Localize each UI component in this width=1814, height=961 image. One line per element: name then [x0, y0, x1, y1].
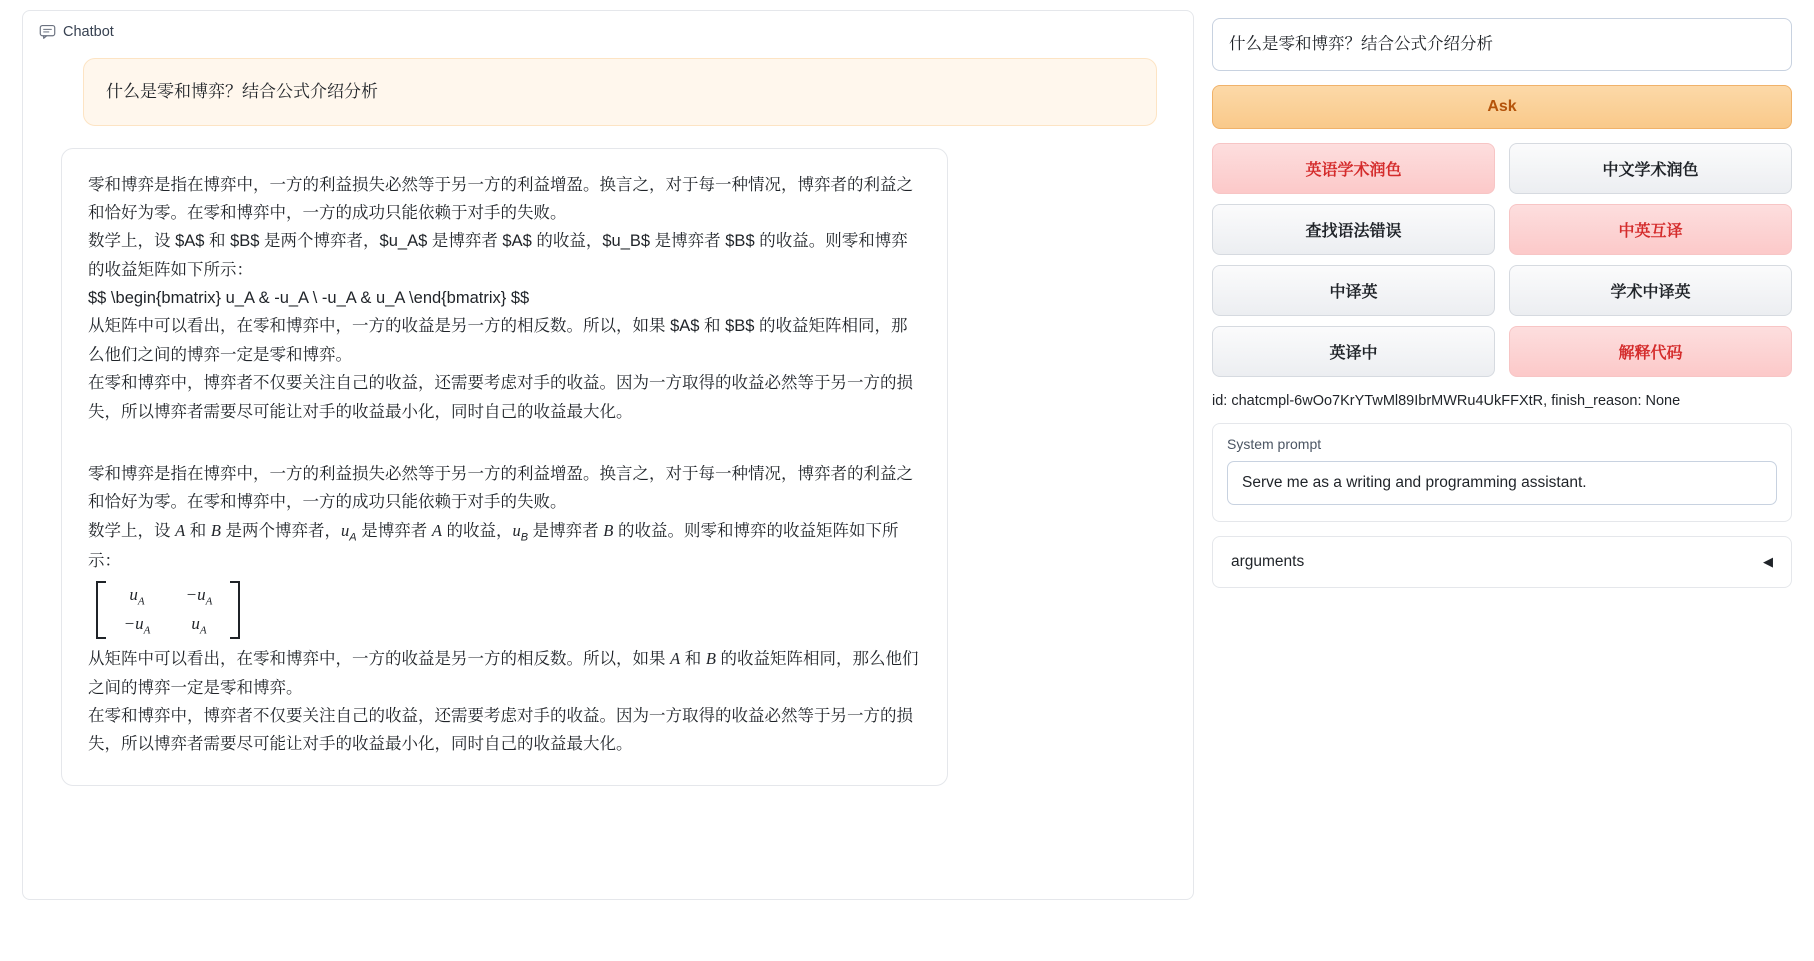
user-message-text: 什么是零和博弈？结合公式介绍分析 [106, 82, 378, 101]
matrix-bracket-right [230, 581, 240, 639]
function-button-grammar-check[interactable]: 查找语法错误 [1212, 204, 1495, 255]
text-frag: 是博弈者 [356, 521, 432, 540]
function-button-grid [1212, 143, 1792, 377]
text-frag: 的收益矩阵相同，那么他们之间的博弈一定是零和博弈。 [88, 650, 919, 697]
matrix-cell-r1c1: $u_A$ [129, 585, 145, 608]
text-frag: 是博弈者 [528, 521, 604, 540]
bot-rendered-paragraph-3 [88, 645, 921, 702]
prompt-input[interactable]: 什么是零和博弈？结合公式介绍分析 [1212, 18, 1792, 71]
function-button-explain-code[interactable]: 解释代码 [1509, 326, 1792, 377]
var-uA: u [341, 520, 350, 540]
matrix-bracket-left [96, 581, 106, 639]
var-B-2: B [603, 520, 614, 540]
bot-raw-paragraph-4: 在零和博弈中，博弈者不仅要关注自己的收益，还需要考虑对手的收益。因为一方取得的收益必然等于另一方的损失，所以博弈者需要尽可能让对手的收益最小化，同时自己的收益最大化。 [88, 374, 913, 421]
chatbot-panel [22, 10, 1194, 900]
function-button-zh-en-mutual[interactable]: 中英互译 [1509, 204, 1792, 255]
text-frag: 是两个博弈者， [220, 521, 342, 540]
var-uB: u [512, 520, 521, 540]
matrix-cell-r1c2: $-u_A$ [185, 585, 213, 608]
user-message-bubble [83, 58, 1157, 126]
bot-rendered-paragraph-4: 在零和博弈中，博弈者不仅要关注自己的收益，还需要考虑对手的收益。因为一方取得的收益必然等于另一方的损失，所以博弈者需要尽可能让对手的收益最小化，同时自己的收益最大化。 [88, 706, 913, 754]
arguments-accordion-label: arguments [1230, 553, 1305, 571]
matrix-cell-r2c1: $-u_A$ [123, 614, 151, 637]
system-prompt-label: System prompt [1226, 436, 1322, 453]
bot-raw-paragraph-2: 数学上，设 $A$ 和 $B$ 是两个博弈者，$u_A$ 是博弈者 $A$ 的收益，$u_B$ 是博弈者 $B$ 的收益。则零和博弈的收益矩阵如下所示： [88, 232, 908, 279]
bot-message-bubble [61, 148, 948, 786]
arguments-accordion[interactable] [1212, 536, 1792, 588]
text-frag: 数学上，设 [88, 521, 176, 540]
matrix-cell-r2c2: $u_A$ [191, 614, 207, 637]
function-button-zh-to-en[interactable]: 中译英 [1212, 265, 1495, 316]
var-uA-subscript: A [349, 530, 357, 543]
var-uB-subscript: B [520, 530, 529, 543]
text-frag: 和 [680, 650, 706, 669]
system-prompt-card [1212, 423, 1792, 522]
chatbot-header-label: Chatbot [63, 23, 114, 40]
bot-raw-formula: $$ \begin{bmatrix} u_A & -u_A \ -u_A & u_A \end{bmatrix} $$ [88, 289, 530, 307]
control-panel [1212, 10, 1792, 588]
chevron-left-icon: ◀ [1763, 554, 1773, 570]
var-B-3: B [705, 649, 716, 669]
text-frag: 的收益。则零和博弈的收益矩阵如下所示： [88, 521, 899, 570]
bot-rendered-paragraph-2 [88, 517, 921, 576]
bot-raw-paragraph-1: 零和博弈是指在博弈中，一方的利益损失必然等于另一方的利益增盈。换言之，对于每一种情况，博弈者的利益之和恰好为零。在零和博弈中，一方的成功只能依赖于对手的失败。 [88, 175, 913, 222]
system-prompt-input[interactable]: Serve me as a writing and programming assistant. [1227, 461, 1777, 505]
ask-button[interactable]: Ask [1212, 85, 1792, 129]
matrix-cells [106, 581, 230, 639]
bot-rendered-paragraph-1: 零和博弈是指在博弈中，一方的利益损失必然等于另一方的利益增盈。换言之，对于每一种情况，博弈者的利益之和恰好为零。在零和博弈中，一方的成功只能依赖于对手的失败。 [88, 464, 913, 512]
var-A-3: A [670, 649, 681, 669]
function-button-en-to-zh[interactable]: 英译中 [1212, 326, 1495, 377]
bot-raw-paragraph-3: 从矩阵中可以看出，在零和博弈中，一方的收益是另一方的相反数。所以，如果 $A$ 和 $B$ 的收益矩阵相同，那么他们之间的博弈一定是零和博弈。 [88, 317, 908, 364]
function-button-chinese-polish[interactable]: 中文学术润色 [1509, 143, 1792, 194]
chatbot-header [23, 11, 1193, 46]
function-button-english-polish[interactable]: 英语学术润色 [1212, 143, 1495, 194]
chat-message-list [23, 46, 1193, 806]
text-frag: 从矩阵中可以看出，在零和博弈中，一方的收益是另一方的相反数。所以，如果 [88, 650, 671, 669]
text-frag: 的收益， [441, 521, 513, 540]
function-button-academic-zh-to-en[interactable]: 学术中译英 [1509, 265, 1792, 316]
message-separator [88, 426, 921, 460]
chatbot-icon [39, 23, 56, 40]
var-A-2: A [431, 520, 442, 540]
response-meta-line: id: chatcmpl-6wOo7KrYTwMl89IbrMWRu4UkFFXtR, finish_reason: None [1211, 393, 1681, 410]
payoff-matrix [96, 581, 921, 639]
var-B: B [210, 520, 221, 540]
text-frag: 和 [185, 521, 211, 540]
var-A: A [175, 520, 186, 540]
